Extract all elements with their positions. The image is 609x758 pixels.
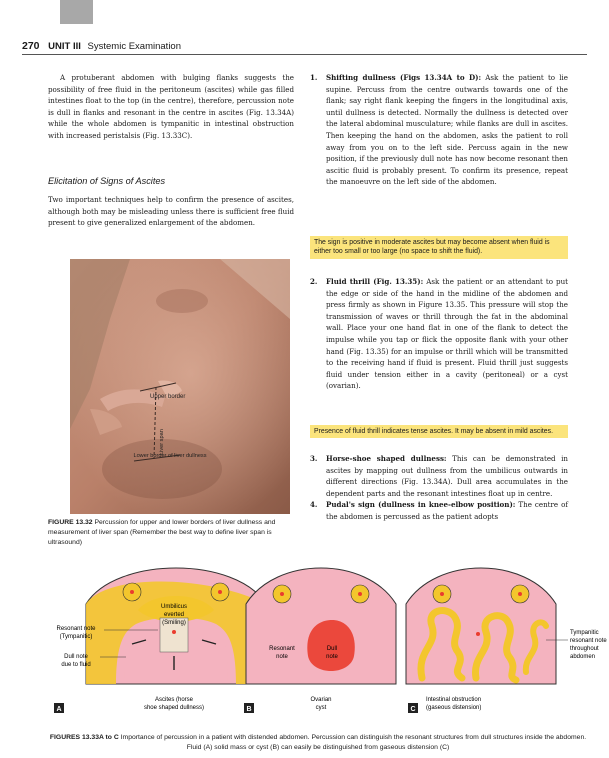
panel-b-resonant-label-2: note — [276, 654, 288, 660]
panel-c-title-1: Intestinal obstruction — [426, 697, 482, 703]
list-item — [310, 276, 568, 392]
tympanic-label-1: Tympanitic — [570, 630, 599, 636]
page-number: 270 — [22, 40, 40, 52]
resonant-note-label-1: Resonant note — [56, 626, 96, 632]
intro-paragraph: A protuberant abdomen with bulging flanks suggests the possibility of free fluid in the peritoneum (ascites) while gas filled intestines float to the top (in the centre), therefore, percussion note is dull in flanks and resonant in the centre in ascites (Fig. 13.34A) while the whole abdomen is tympanitic in intestinal obstruction with increased peristalsis (Fig. 13.33C). — [48, 73, 294, 140]
list-item — [310, 72, 568, 188]
upper-border-label: Upper border — [150, 394, 186, 400]
list-item — [310, 453, 568, 499]
fluid-thrill-note: Presence of fluid thrill indicates tense ascites. It may be absent in mild ascites. — [310, 425, 568, 438]
header-title: Systemic Examination — [87, 41, 181, 52]
section-heading: Elicitation of Signs of Ascites — [48, 176, 166, 186]
resonant-note-label-2: (Tympanitic) — [59, 634, 93, 640]
chapter-tab — [60, 0, 93, 24]
liver-percussion-photo — [70, 259, 290, 514]
item-number: 2. — [310, 277, 318, 286]
signs-list-part3 — [310, 453, 568, 523]
unit-label: UNIT III — [48, 41, 81, 52]
figure-13-33-caption — [48, 733, 588, 753]
panel-b-resonant-label-1: Resonant — [269, 646, 295, 652]
panel-b-dull-label-2: note — [326, 654, 338, 660]
signs-list-part2 — [310, 276, 568, 392]
item-title: Pudal's sign (dullness in knee-elbow position): — [326, 500, 516, 510]
panel-c-title-2: (gaseous distension) — [426, 705, 482, 711]
panel-b-ovarian-cyst — [244, 568, 396, 713]
figure-13-32-caption-label: FIGURE 13.32 — [48, 519, 93, 526]
signs-list-part1 — [310, 72, 568, 188]
header-rule — [22, 54, 587, 55]
liver-span-label: Liver span — [159, 429, 165, 455]
panel-c-intestinal-obstruction — [406, 568, 607, 713]
panel-a-letter: A — [56, 706, 62, 713]
item-number: 1. — [310, 73, 318, 82]
panel-a-title-1: Ascites (horse — [154, 697, 194, 703]
shifting-dullness-note: The sign is positive in moderate ascites but may become absent when fluid is either too small or too large (no space to shift the fluid). — [310, 236, 568, 259]
panel-a-ascites — [54, 568, 266, 713]
panel-b-title-1: Ovarian — [310, 697, 332, 703]
item-text: The centre of the abdomen is percussed as the patient adopts — [326, 500, 568, 521]
item-text: Ask the patient to lie supine. Percuss from the centre outwards towards one of the flank; say right flank keeping the fingers in the longitudinal axis, until dullness is detected. Normally the dullness is detected over the lateral abdominal musculature; while flanks are dull in ascites. Then keeping the hand on the abdomen, asks the patient to roll away from you on to the left side. Percuss again in the new position, if the previously dull note has now become resonant then ascitic fluid is probably present. To confirm its presence, repeat the manoeuvre on the left side of the abdomen. — [326, 73, 568, 187]
panel-b-title-2: cyst — [315, 705, 327, 711]
item-number: 4. — [310, 500, 318, 510]
list-item — [310, 499, 568, 522]
item-text: This can be demonstrated in ascites by mapping out dullness from the umbilicus outwards in different directions (Fig. 13.34A). Dull area accumulates in the dependent parts and the resonant intestines float up in centre. — [326, 454, 568, 498]
section-paragraph: Two important techniques help to confirm the presence of ascites, although both may be misleading unless there is sufficient free fluid present to give generalized enlargement of the abdomen. — [48, 195, 294, 228]
figure-13-32-caption-text: Percussion for upper and lower borders of liver dullness and measurement of liver span (Remember the best way to define liver span is ultrasound) — [48, 519, 276, 546]
dull-note-label-2: due to fluid — [61, 662, 91, 668]
umbilicus-label-3: (Smiling) — [162, 620, 186, 626]
panel-a-title-2: shoe shaped dullness) — [143, 705, 205, 711]
figure-13-33-caption-text: Importance of percussion in a patient with distended abdomen. Percussion can distinguish the resonant structures from dull structures inside the abdomen. Fluid (A) solid mass or cyst (B) can easily be distinguished from gaseous distension (C) — [120, 734, 587, 751]
panel-b-letter: B — [246, 706, 252, 713]
figure-13-32-caption — [48, 518, 298, 548]
dull-note-label-1: Dull note — [64, 654, 88, 660]
tympanic-label-2: resonant note — [570, 638, 607, 644]
item-title: Shifting dullness (Figs 13.34A to D): — [326, 73, 482, 82]
figure-13-33-diagrams — [46, 560, 607, 724]
item-title: Fluid thrill (Fig. 13.35): — [326, 277, 424, 286]
item-text: Ask the patient or an attendant to put the edge or side of the hand in the midline of the abdomen and press firmly as shown in Figure 13.35. This pressure will stop the transmission of waves or thrill through the fat in the abdominal wall. Place your one hand flat in one of the flank to detect the impulse while you tap or flick the opposite flank with your other hand (Fig. 13.35) for an impulse or thrill which will be transmitted to the receiving hand if fluid is present. Fluid thrill just suggests fluid under tension either in a cavity (peritoneal) or a cyst (ovarian). — [326, 277, 568, 391]
item-title: Horse-shoe shaped dullness: — [326, 454, 447, 463]
tympanic-label-3: throughout — [570, 646, 599, 652]
tympanic-label-4: abdomen — [570, 654, 596, 660]
item-number: 3. — [310, 454, 318, 463]
panel-b-dull-label-1: Dull — [326, 646, 338, 652]
panel-c-letter: C — [410, 706, 416, 713]
figure-13-33-caption-label: FIGURES 13.33A to C — [49, 734, 119, 741]
lower-border-label: Lower border of liver dullness — [133, 453, 207, 459]
umbilicus-label-1: Umbilicus — [160, 604, 188, 610]
umbilicus-label-2: everted — [163, 612, 185, 618]
running-header — [22, 40, 181, 52]
